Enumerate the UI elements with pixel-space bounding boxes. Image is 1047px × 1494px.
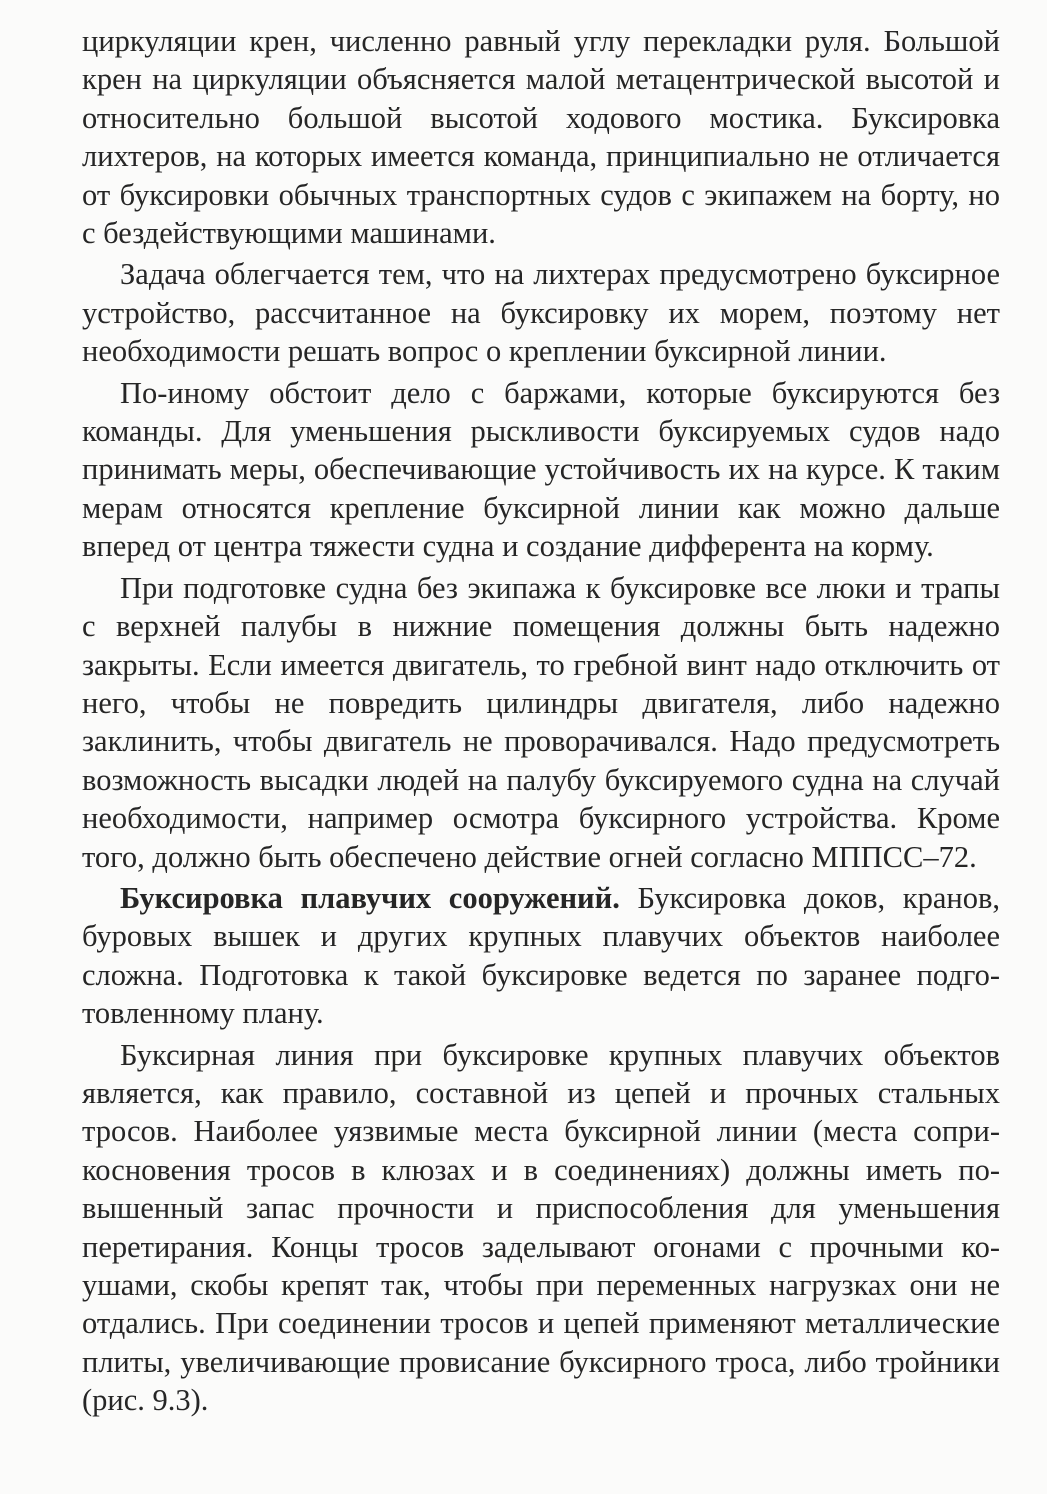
paragraph-2-text: Задача облегчается тем, что на лихтерах предусмотрено буксирное устройство, рассчитанное на буксировку их морем, поэтому нет необходимости решать вопрос о креплении буксирной линии. <box>82 257 1000 369</box>
paragraph-2 <box>82 255 1000 370</box>
paragraph-1 <box>82 22 1000 252</box>
paragraph-4-text: При подготовке судна без экипажа к буксировке все люки и трапы с верхней палубы в нижние помещения должны быть надежно закрыты. Если имеется двигатель, то гребной винт надо отключить от него, чтобы не повредить цилиндры двигателя, либо надежно заклинить, чтобы двигатель не проворачивался. Надо предусмотреть возможность высадки людей на палубу буксируемого судна на случай необходимости, например осмотра буксирного устройства. Кроме того, должно быть обеспечено действие огней согласно МППСС–72. <box>82 570 1000 874</box>
section-heading-inline: Буксировка плавучих сооружений. <box>120 880 620 915</box>
paragraph-3-text: По-иному обстоит дело с баржами, которые буксируются без команды. Для уменьшения рыскливости буксируемых судов надо принимать меры, обеспечивающие устойчивость их на курсе. К таким мерам относятся крепление буксирной линии как можно дальше вперед от центра тяжести судна и создание дифферента на корму. <box>82 375 1000 564</box>
paragraph-4 <box>82 569 1000 876</box>
paragraph-6-text: Буксирная линия при буксировке крупных плавучих объектов является, как правило, составной из цепей и прочных стальных тросов. Наиболее уязвимые места буксирной линии (места соприкосновения тросов в клюзах и в соединениях) должны иметь повышенный запас прочности и приспособления для уменьшения перетирания. Концы тросов заделывают огонами с прочными коушами, скобы крепят так, чтобы при переменных нагрузках они не отдались. При соединении тросов и цепей применяют металлические плиты, увеличивающие провисание буксирного троса, либо тройники (рис. 9.3). <box>82 1037 1000 1418</box>
paragraph-5-text: Буксировка доков, кранов, буровых вышек и других крупных плавучих объектов наиболее сложна. Подготовка к такой буксировке ведется по заранее подготовленному плану. <box>82 880 1000 1031</box>
paragraph-1-text: циркуляции крен, численно равный углу перекладки руля. Большой крен на циркуляции объясняется малой метацентрической высотой и относительно большой высотой ходового мостика. Буксировка лихтеров, на которых имеется команда, принципиально не отличается от буксировки обычных транспортных судов с экипажем на борту, но с бездействующими машинами. <box>82 24 1000 251</box>
paragraph-3 <box>82 374 1000 566</box>
paragraph-5 <box>82 879 1000 1033</box>
paragraph-6 <box>82 1036 1000 1420</box>
body-text <box>82 22 1000 1423</box>
